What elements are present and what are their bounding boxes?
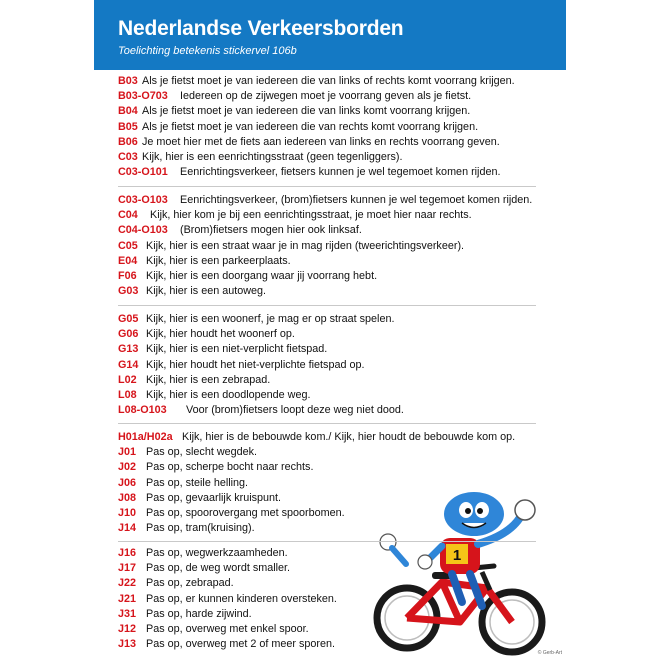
sign-description: Kijk, hier houdt het niet-verplichte fietspad op. bbox=[146, 358, 365, 371]
sign-description: Pas op, overweg met 2 of meer sporen. bbox=[146, 638, 336, 651]
sign-code: L02 bbox=[118, 373, 137, 386]
sign-description: Eenrichtingsverkeer, (brom)fietsers kunnen je wel tegemoet komen rijden. bbox=[180, 194, 533, 206]
header-banner bbox=[94, 0, 566, 70]
sign-description: Kijk, hier is een eenrichtingsstraat (geen tegenliggers). bbox=[142, 150, 403, 163]
sign-code: J01 bbox=[118, 446, 137, 459]
sign-description: Als je fietst moet je van iedereen die van rechts komt voorrang krijgen. bbox=[142, 120, 479, 133]
sign-code: J21 bbox=[118, 592, 137, 605]
sign-row bbox=[118, 254, 558, 269]
sign-code: B06 bbox=[118, 135, 138, 148]
sign-description: Kijk, hier houdt het woonerf op. bbox=[146, 328, 295, 341]
sign-description: Eenrichtingsverkeer, fietsers kunnen je wel tegemoet komen rijden. bbox=[180, 166, 501, 179]
group-divider bbox=[118, 186, 536, 187]
sign-code: L08 bbox=[118, 388, 137, 401]
sign-description: Pas op, slecht wegdek. bbox=[146, 446, 258, 459]
sign-row bbox=[118, 430, 558, 445]
sign-code: G14 bbox=[118, 358, 139, 371]
sign-code: J31 bbox=[118, 607, 137, 620]
sign-code: G03 bbox=[118, 285, 139, 298]
sign-description: Pas op, harde zijwind. bbox=[146, 607, 252, 620]
sign-row bbox=[118, 223, 558, 238]
sign-row bbox=[118, 150, 558, 165]
sign-row bbox=[118, 74, 558, 89]
sign-description: Pas op, zebrapad. bbox=[146, 577, 234, 590]
sign-description: Als je fietst moet je van iedereen die van links of rechts komt voorrang krijgen. bbox=[142, 75, 515, 87]
sign-description: Kijk, hier is de bebouwde kom./ Kijk, hier houdt de bebouwde kom op. bbox=[182, 431, 516, 443]
sign-row bbox=[118, 388, 558, 403]
sign-row bbox=[118, 373, 558, 388]
sign-description: Pas op, spoorovergang met spoorbomen. bbox=[146, 506, 345, 519]
sign-code: L08-O103 bbox=[118, 404, 167, 417]
sign-code: G05 bbox=[118, 313, 139, 325]
sign-row bbox=[118, 104, 558, 119]
bib-number: 1 bbox=[452, 547, 462, 564]
sign-code: J17 bbox=[118, 562, 137, 575]
sign-row bbox=[118, 89, 558, 104]
sign-code: C03-O101 bbox=[118, 166, 168, 179]
sign-code: B05 bbox=[118, 120, 138, 133]
sign-row bbox=[118, 165, 558, 180]
sign-code: J12 bbox=[118, 622, 137, 635]
sign-description: Pas op, scherpe bocht naar rechts. bbox=[146, 461, 314, 474]
sign-row bbox=[118, 239, 558, 254]
sign-group bbox=[118, 312, 558, 418]
group-divider bbox=[118, 305, 536, 306]
sign-code: J16 bbox=[118, 547, 137, 559]
sign-description: Kijk, hier is een zebrapad. bbox=[146, 373, 271, 386]
sign-row bbox=[118, 120, 558, 135]
group-divider bbox=[118, 423, 536, 424]
sign-description: Kijk, hier is een woonerf, je mag er op straat spelen. bbox=[146, 313, 395, 325]
sign-code: J08 bbox=[118, 491, 137, 504]
sign-row bbox=[118, 208, 558, 223]
sign-code: J06 bbox=[118, 476, 137, 489]
sign-code: B03 bbox=[118, 75, 138, 87]
sign-description: Kijk, hier is een doorgang waar jij voorrang hebt. bbox=[146, 269, 378, 282]
sign-description: (Brom)fietsers mogen hier ook linksaf. bbox=[180, 224, 362, 237]
sign-code: J22 bbox=[118, 577, 137, 590]
sign-description: Pas op, steile helling. bbox=[146, 476, 249, 489]
sign-code: B04 bbox=[118, 105, 138, 118]
sign-code: C03 bbox=[118, 150, 138, 163]
sign-code: C05 bbox=[118, 239, 138, 252]
sign-description: Pas op, tram(kruising). bbox=[146, 522, 255, 535]
sign-description: Kijk, hier is een parkeerplaats. bbox=[146, 254, 291, 267]
sign-description: Kijk, hier is een niet-verplicht fietspad. bbox=[146, 343, 328, 356]
sign-description: Als je fietst moet je van iedereen die van links komt voorrang krijgen. bbox=[142, 105, 471, 118]
sign-group bbox=[118, 193, 558, 299]
page-subtitle: Toelichting betekenis stickervel 106b bbox=[118, 45, 297, 57]
sign-description: Kijk, hier kom je bij een eenrichtingsstraat, je moet hier naar rechts. bbox=[150, 209, 472, 222]
sign-description: Pas op, gevaarlijk kruispunt. bbox=[146, 491, 282, 504]
sign-code: J02 bbox=[118, 461, 137, 474]
sign-code: J13 bbox=[118, 638, 137, 651]
sign-code: J14 bbox=[118, 522, 137, 535]
sign-code: G06 bbox=[118, 328, 139, 341]
sticker-sheet bbox=[94, 0, 566, 660]
sign-row bbox=[118, 342, 558, 357]
sign-description: Pas op, er kunnen kinderen oversteken. bbox=[146, 592, 337, 605]
sign-code: J10 bbox=[118, 506, 137, 519]
sign-row bbox=[118, 312, 558, 327]
sign-row bbox=[118, 284, 558, 299]
sign-row bbox=[118, 135, 558, 150]
sign-description: Kijk, hier is een autoweg. bbox=[146, 285, 267, 298]
sign-row bbox=[118, 445, 558, 460]
sign-code: H01a/H02a bbox=[118, 431, 173, 443]
sign-code: C04-O103 bbox=[118, 224, 168, 237]
sign-group bbox=[118, 74, 558, 180]
sign-code: C03-O103 bbox=[118, 194, 168, 206]
sign-row bbox=[118, 403, 558, 418]
sign-row bbox=[118, 193, 558, 208]
sign-description: Iedereen op de zijwegen moet je voorrang geven als je fietst. bbox=[180, 90, 472, 103]
sign-description: Voor (brom)fietsers loopt deze weg niet dood. bbox=[186, 404, 404, 417]
sign-code: F06 bbox=[118, 269, 137, 282]
sign-row bbox=[118, 460, 558, 475]
sign-row bbox=[118, 269, 558, 284]
sign-description: Kijk, hier is een doodlopende weg. bbox=[146, 388, 311, 401]
sign-description: Kijk, hier is een straat waar je in mag rijden (tweerichtingsverkeer). bbox=[146, 239, 465, 252]
page-title: Nederlandse Verkeersborden bbox=[118, 17, 404, 40]
sign-row bbox=[118, 476, 558, 491]
sign-code: B03-O703 bbox=[118, 90, 168, 103]
cyclist-mascot-icon bbox=[362, 490, 562, 660]
sign-description: Pas op, overweg met enkel spoor. bbox=[146, 622, 309, 635]
group-divider bbox=[118, 541, 536, 542]
sign-code: E04 bbox=[118, 254, 138, 267]
copyright-credit: © Gerb-Art bbox=[537, 650, 562, 656]
sign-row bbox=[118, 327, 558, 342]
sign-description: Pas op, wegwerkzaamheden. bbox=[146, 547, 288, 559]
sign-description: Pas op, de weg wordt smaller. bbox=[146, 562, 291, 575]
sign-code: C04 bbox=[118, 209, 138, 222]
sign-description: Je moet hier met de fiets aan iedereen van links en rechts voorrang geven. bbox=[142, 135, 500, 148]
sign-row bbox=[118, 358, 558, 373]
sign-code: G13 bbox=[118, 343, 139, 356]
